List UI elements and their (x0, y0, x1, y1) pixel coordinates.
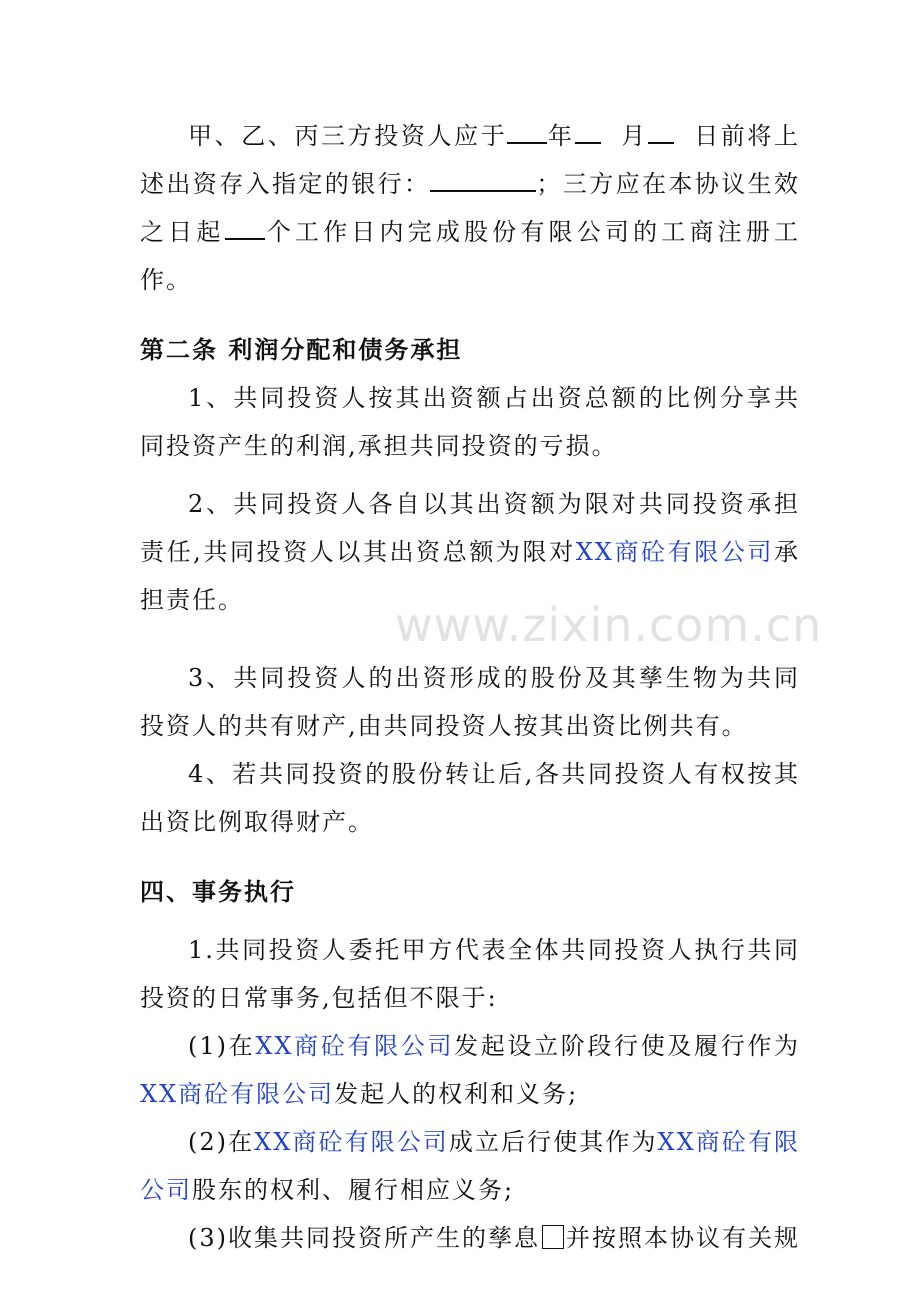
clause-2-1: 1、共同投资人按其出资额占出资总额的比例分享共同投资产生的利润,承担共同投资的亏损。 (140, 384, 800, 460)
blank-workdays (225, 216, 265, 240)
sub-2-text-a: (2)在 (188, 1128, 255, 1156)
section-4-sub-1 (140, 1022, 800, 1118)
text-effective-from: ；三方应在本协议生效之日起 (140, 170, 801, 246)
sub-1-text-a: (1)在 (188, 1032, 256, 1060)
document-body (140, 112, 800, 1262)
sub-2-text-b: 成立后行使其作为 (448, 1128, 658, 1156)
sub-3-text-b: 并按照本协议有关规 (566, 1224, 800, 1252)
sub-1-text-c: 发起人的权利和义务; (334, 1080, 579, 1108)
company-link[interactable]: XX商砼有限公司 (140, 1128, 801, 1204)
clause-2-4: 4、若共同投资的股份转让后,各共同投资人有权按其出资比例取得财产。 (140, 760, 800, 836)
blank-day (648, 120, 674, 144)
text-investors-deposit: 甲、乙、丙三方投资人应于 (188, 122, 508, 150)
missing-glyph-box (542, 1225, 564, 1249)
company-link[interactable]: XX商砼有限公司 (254, 1128, 449, 1156)
company-link[interactable]: XX商砼有限公司 (575, 538, 774, 566)
section-4-sub-2 (140, 1118, 800, 1214)
company-link[interactable]: XX商砼有限公司 (255, 1032, 455, 1060)
blank-year (507, 120, 547, 144)
section-4-item-1: 1.共同投资人委托甲方代表全体共同投资人执行共同投资的日常事务,包括但不限于: (140, 936, 800, 1012)
text-year: 年 (547, 122, 575, 150)
text-month: 月 (621, 122, 648, 150)
text-bank: 日前将上述出资存入指定的银行： (140, 122, 801, 198)
clause-2-2 (140, 480, 800, 624)
clause-2-2-text-b: 承担责任。 (140, 538, 800, 614)
text-registration: 个工作日内完成股份有限公司的工商注册工作。 (140, 218, 800, 294)
heading-article-2: 第二条 利润分配和债务承担 (140, 336, 463, 364)
blank-bank-name (430, 168, 536, 192)
sub-1-text-b: 发起设立阶段行使及履行作为 (454, 1032, 801, 1060)
section-4-sub-3 (140, 1214, 800, 1262)
clause-2-2-text-a: 2、共同投资人各自以其出资额为限对共同投资承担责任,共同投资人以其出资总额为限对 (140, 490, 800, 566)
clause-2-3: 3、共同投资人的出资形成的股份及其孳生物为共同投资人的共有财产,由共同投资人按其出资比例共有。 (140, 664, 800, 740)
blank-month (575, 120, 601, 144)
paragraph-funding-deadline (140, 112, 800, 304)
sub-3-text-a: (3)收集共同投资所产生的孳息 (188, 1224, 540, 1252)
company-link[interactable]: XX商砼有限公司 (140, 1080, 335, 1108)
heading-section-4: 四、事务执行 (140, 878, 296, 906)
watermark: www.zixin.com.cn (395, 598, 823, 652)
sub-2-text-c: 股东的权利、履行相应义务; (192, 1176, 515, 1204)
